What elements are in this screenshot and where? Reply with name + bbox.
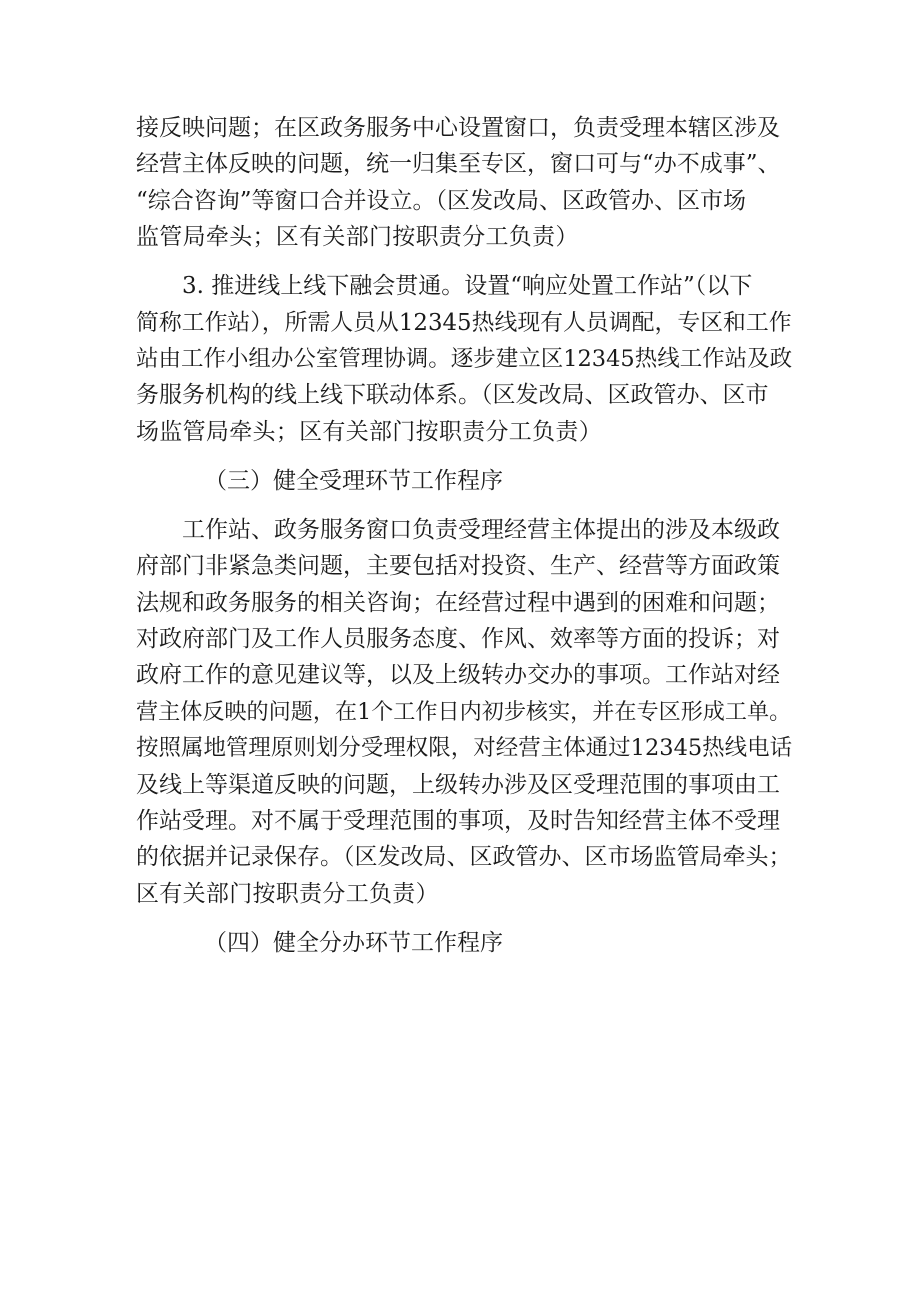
text-line: 3. 推进线上线下融会贯通。设置“响应处置工作站”（以下	[182, 273, 753, 300]
text-line: 府部门非紧急类问题，主要包括对投资、生产、经营等方面政策	[136, 553, 780, 580]
text-line: 接反映问题；在区政务服务中心设置窗口，负责受理本辖区涉及	[136, 115, 780, 141]
paragraph-acceptance	[136, 512, 792, 912]
text-line: 政府工作的意见建议等，以及上级转办交办的事项。工作站对经	[136, 662, 780, 689]
text-line: 站由工作小组办公室管理协调。逐步建立区12345热线工作站及政	[136, 346, 793, 372]
text-line: 对政府部门及工作人员服务态度、作风、效率等方面的投诉；对	[136, 626, 780, 653]
text-line: 的依据并记录保存。（区发改局、区政管办、区市场监管局牵头；	[136, 844, 792, 871]
text-line: 按照属地管理原则划分受理权限，对经营主体通过12345热线电话	[136, 735, 793, 762]
text-line: 区有关部门按职责分工负责）	[136, 880, 439, 907]
text-line: 作站受理。对不属于受理范围的事项，及时告知经营主体不受理	[136, 808, 780, 835]
text-line: “综合咨询”等窗口合并设立。（区发改局、区政管办、区市场	[136, 187, 747, 214]
section-heading-3: （三）健全受理环节工作程序	[204, 467, 503, 494]
paragraph-continuation	[136, 110, 792, 256]
text-line: 简称工作站），所需人员从12345热线现有人员调配，专区和工作	[136, 309, 792, 336]
text-line: 及线上等渠道反映的问题，上级转办涉及区受理范围的事项由工	[136, 771, 780, 798]
text-line: 营主体反映的问题，在1个工作日内初步核实，并在专区形成工单。	[136, 698, 792, 725]
text-line: 场监管局牵头；区有关部门按职责分工负责）	[136, 418, 602, 445]
section-heading-4: （四）健全分办环节工作程序	[204, 929, 503, 956]
paragraph-item-3	[136, 268, 792, 450]
text-line: 法规和政务服务的相关咨询；在经营过程中遇到的困难和问题；	[136, 589, 780, 616]
text-line: 监管局牵头；区有关部门按职责分工负责）	[136, 224, 579, 251]
text-line: 经营主体反映的问题，统一归集至专区，窗口可与“办不成事”、	[136, 151, 781, 178]
text-line: 工作站、政务服务窗口负责受理经营主体提出的涉及本级政	[182, 516, 780, 543]
text-line: 务服务机构的线上线下联动体系。（区发改局、区政管办、区市	[136, 382, 769, 409]
